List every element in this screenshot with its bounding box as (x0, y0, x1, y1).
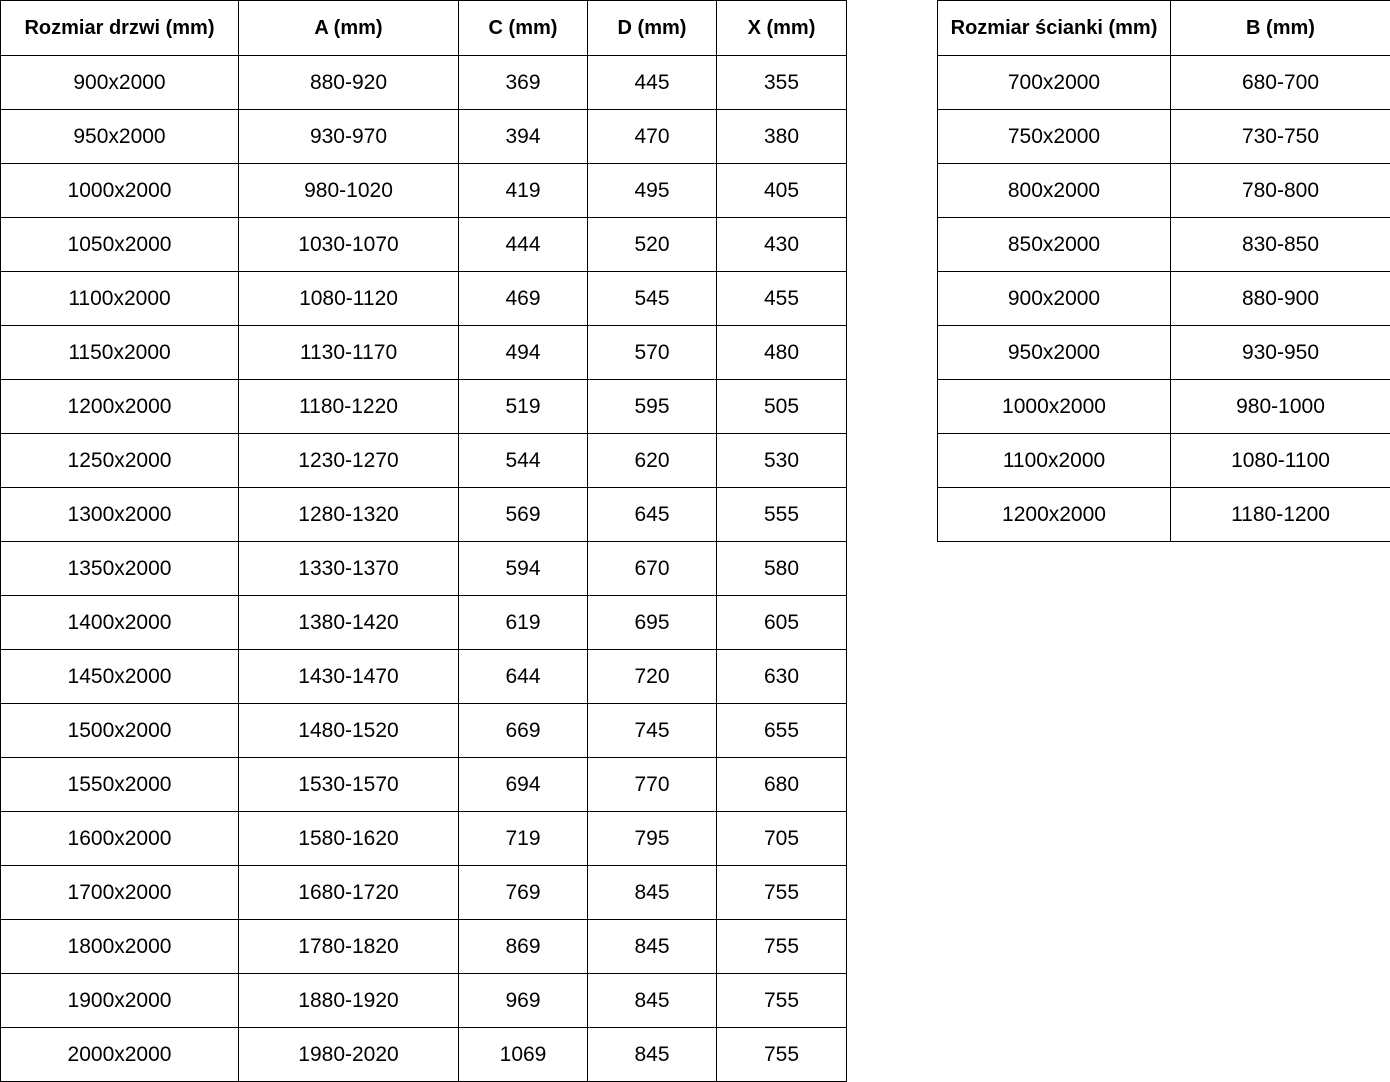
table-cell: 355 (717, 56, 847, 110)
table-cell: 630 (717, 650, 847, 704)
table-row (1, 380, 847, 434)
table-row (1, 326, 847, 380)
table-row (1, 974, 847, 1028)
wall-table-header-b: B (mm) (1171, 1, 1390, 56)
table-cell: 1180-1200 (1171, 488, 1390, 542)
table-cell: 980-1000 (1171, 380, 1390, 434)
table-cell: 770 (588, 758, 717, 812)
table-cell: 1700x2000 (1, 866, 239, 920)
table-cell: 1069 (459, 1028, 588, 1082)
table-cell: 1480-1520 (239, 704, 459, 758)
table-row (1, 866, 847, 920)
table-cell: 720 (588, 650, 717, 704)
table-cell: 1000x2000 (1, 164, 239, 218)
table-cell: 530 (717, 434, 847, 488)
table-row (1, 650, 847, 704)
table-row (938, 56, 1390, 110)
table-cell: 444 (459, 218, 588, 272)
table-cell: 1100x2000 (1, 272, 239, 326)
table-cell: 980-1020 (239, 164, 459, 218)
door-table-header-c: C (mm) (459, 1, 588, 56)
table-cell: 1100x2000 (938, 434, 1171, 488)
table-cell: 394 (459, 110, 588, 164)
table-cell: 1130-1170 (239, 326, 459, 380)
table-cell: 880-900 (1171, 272, 1390, 326)
table-row (1, 110, 847, 164)
table-cell: 1380-1420 (239, 596, 459, 650)
table-cell: 405 (717, 164, 847, 218)
table-cell: 1080-1100 (1171, 434, 1390, 488)
table-cell: 800x2000 (938, 164, 1171, 218)
door-table-header-x: X (mm) (717, 1, 847, 56)
table-cell: 655 (717, 704, 847, 758)
table-cell: 755 (717, 920, 847, 974)
table-cell: 1080-1120 (239, 272, 459, 326)
table-cell: 570 (588, 326, 717, 380)
table-row (1, 272, 847, 326)
table-cell: 694 (459, 758, 588, 812)
table-row (1, 596, 847, 650)
table-row (938, 164, 1390, 218)
table-row (1, 56, 847, 110)
table-cell: 620 (588, 434, 717, 488)
table-cell: 519 (459, 380, 588, 434)
table-row (1, 488, 847, 542)
table-cell: 1300x2000 (1, 488, 239, 542)
table-cell: 1250x2000 (1, 434, 239, 488)
table-cell: 445 (588, 56, 717, 110)
door-table-header-d: D (mm) (588, 1, 717, 56)
table-row (1, 218, 847, 272)
table-cell: 845 (588, 1028, 717, 1082)
table-cell: 669 (459, 704, 588, 758)
table-row (1, 164, 847, 218)
table-cell: 1200x2000 (1, 380, 239, 434)
table-cell: 1900x2000 (1, 974, 239, 1028)
table-cell: 670 (588, 542, 717, 596)
table-cell: 1780-1820 (239, 920, 459, 974)
wall-size-table (937, 0, 1390, 542)
table-cell: 1180-1220 (239, 380, 459, 434)
table-cell: 695 (588, 596, 717, 650)
header-row (1, 1, 847, 56)
table-cell: 700x2000 (938, 56, 1171, 110)
table-row (1, 758, 847, 812)
table-cell: 850x2000 (938, 218, 1171, 272)
table-cell: 455 (717, 272, 847, 326)
wall-table-body (938, 56, 1390, 542)
table-cell: 869 (459, 920, 588, 974)
table-cell: 419 (459, 164, 588, 218)
table-cell: 795 (588, 812, 717, 866)
table-cell: 1280-1320 (239, 488, 459, 542)
table-row (938, 218, 1390, 272)
table-cell: 495 (588, 164, 717, 218)
table-cell: 469 (459, 272, 588, 326)
table-cell: 470 (588, 110, 717, 164)
table-cell: 645 (588, 488, 717, 542)
table-cell: 619 (459, 596, 588, 650)
table-cell: 494 (459, 326, 588, 380)
table-row (1, 920, 847, 974)
table-cell: 605 (717, 596, 847, 650)
table-cell: 380 (717, 110, 847, 164)
table-cell: 1450x2000 (1, 650, 239, 704)
door-table-header-a: A (mm) (239, 1, 459, 56)
table-row (938, 110, 1390, 164)
table-cell: 1680-1720 (239, 866, 459, 920)
wall-table-header-size: Rozmiar ścianki (mm) (938, 1, 1171, 56)
table-cell: 680 (717, 758, 847, 812)
table-cell: 730-750 (1171, 110, 1390, 164)
table-cell: 930-970 (239, 110, 459, 164)
door-table-body (1, 56, 847, 1082)
table-row (1, 434, 847, 488)
table-cell: 545 (588, 272, 717, 326)
table-cell: 1530-1570 (239, 758, 459, 812)
table-cell: 930-950 (1171, 326, 1390, 380)
table-cell: 1330-1370 (239, 542, 459, 596)
table-cell: 1000x2000 (938, 380, 1171, 434)
table-row (938, 434, 1390, 488)
table-cell: 480 (717, 326, 847, 380)
table-cell: 1030-1070 (239, 218, 459, 272)
table-cell: 755 (717, 866, 847, 920)
table-cell: 1880-1920 (239, 974, 459, 1028)
table-cell: 950x2000 (1, 110, 239, 164)
table-cell: 780-800 (1171, 164, 1390, 218)
table-cell: 900x2000 (1, 56, 239, 110)
table-cell: 544 (459, 434, 588, 488)
table-cell: 1800x2000 (1, 920, 239, 974)
table-row (938, 488, 1390, 542)
table-cell: 520 (588, 218, 717, 272)
table-cell: 505 (717, 380, 847, 434)
wall-table-header (938, 1, 1390, 56)
table-cell: 705 (717, 812, 847, 866)
table-row (1, 1028, 847, 1082)
table-cell: 745 (588, 704, 717, 758)
table-cell: 2000x2000 (1, 1028, 239, 1082)
table-cell: 1430-1470 (239, 650, 459, 704)
table-cell: 1500x2000 (1, 704, 239, 758)
door-table-header-size: Rozmiar drzwi (mm) (1, 1, 239, 56)
table-cell: 830-850 (1171, 218, 1390, 272)
table-cell: 1150x2000 (1, 326, 239, 380)
table-cell: 900x2000 (938, 272, 1171, 326)
header-row (938, 1, 1390, 56)
table-row (938, 380, 1390, 434)
table-cell: 569 (459, 488, 588, 542)
table-cell: 969 (459, 974, 588, 1028)
table-cell: 1230-1270 (239, 434, 459, 488)
table-cell: 595 (588, 380, 717, 434)
table-cell: 769 (459, 866, 588, 920)
table-cell: 369 (459, 56, 588, 110)
table-row (1, 812, 847, 866)
table-cell: 1980-2020 (239, 1028, 459, 1082)
table-cell: 1550x2000 (1, 758, 239, 812)
table-cell: 845 (588, 974, 717, 1028)
table-cell: 430 (717, 218, 847, 272)
table-cell: 1200x2000 (938, 488, 1171, 542)
table-cell: 755 (717, 974, 847, 1028)
table-cell: 750x2000 (938, 110, 1171, 164)
table-cell: 845 (588, 920, 717, 974)
table-cell: 880-920 (239, 56, 459, 110)
table-cell: 555 (717, 488, 847, 542)
table-row (938, 272, 1390, 326)
table-cell: 1050x2000 (1, 218, 239, 272)
table-cell: 950x2000 (938, 326, 1171, 380)
table-cell: 1400x2000 (1, 596, 239, 650)
table-row (1, 542, 847, 596)
table-cell: 719 (459, 812, 588, 866)
table-row (938, 326, 1390, 380)
table-cell: 680-700 (1171, 56, 1390, 110)
door-table-header (1, 1, 847, 56)
table-cell: 1350x2000 (1, 542, 239, 596)
table-cell: 1580-1620 (239, 812, 459, 866)
table-cell: 755 (717, 1028, 847, 1082)
table-cell: 1600x2000 (1, 812, 239, 866)
table-row (1, 704, 847, 758)
table-cell: 580 (717, 542, 847, 596)
table-cell: 644 (459, 650, 588, 704)
table-cell: 845 (588, 866, 717, 920)
table-cell: 594 (459, 542, 588, 596)
